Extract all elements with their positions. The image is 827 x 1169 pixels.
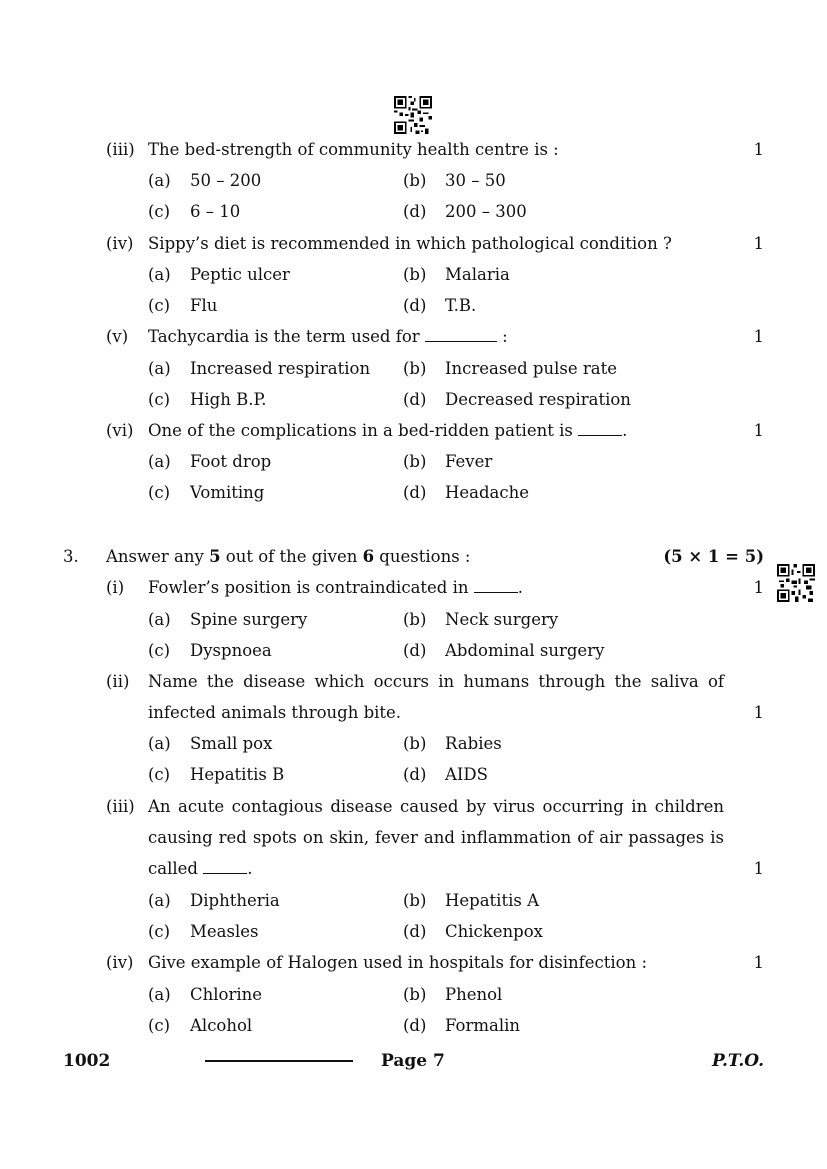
option-text: Fever (445, 452, 493, 471)
option-label: (d) (403, 483, 427, 502)
question-text: Sippy’s diet is recommended in which pathological condition ? (148, 234, 672, 253)
option-text: Peptic ulcer (190, 265, 290, 284)
question-number: (iii) (106, 140, 135, 159)
option-text: Diphtheria (190, 891, 280, 910)
option-text: Abdominal surgery (445, 641, 605, 660)
option-text: Foot drop (190, 452, 272, 471)
option-text: Chickenpox (445, 922, 543, 941)
question-text-line2: causing red spots on skin, fever and inflammation of air passages is (148, 828, 724, 847)
option-label: (b) (403, 891, 427, 910)
option-text: Neck surgery (445, 610, 559, 629)
answer-blank (425, 327, 497, 342)
answer-blank (474, 578, 518, 593)
question-marks: 1 (753, 327, 764, 346)
option-label: (c) (148, 765, 171, 784)
option-label: (c) (148, 296, 171, 315)
footer-rule (205, 1060, 353, 1062)
option-label: (a) (148, 891, 171, 910)
option-label: (a) (148, 985, 171, 1004)
answer-blank (203, 859, 247, 874)
option-text: Chlorine (190, 985, 263, 1004)
option-text: Phenol (445, 985, 503, 1004)
option-label: (d) (403, 296, 427, 315)
option-label: (c) (148, 483, 171, 502)
question-number: (ii) (106, 672, 130, 691)
question-text: Give example of Halogen used in hospitals for disinfection : (148, 953, 648, 972)
option-text: Hepatitis B (190, 765, 285, 784)
option-text: Flu (190, 296, 218, 315)
option-label: (d) (403, 922, 427, 941)
question-marks: 1 (753, 578, 764, 597)
option-text: 6 – 10 (190, 202, 241, 221)
question-marks: 1 (753, 421, 764, 440)
option-text: Dyspnoea (190, 641, 272, 660)
option-text: Increased respiration (190, 359, 371, 378)
option-label: (a) (148, 359, 171, 378)
question-number: (iv) (106, 234, 134, 253)
option-label: (b) (403, 734, 427, 753)
option-label: (b) (403, 171, 427, 190)
option-text: Hepatitis A (445, 891, 539, 910)
option-label: (a) (148, 452, 171, 471)
option-label: (d) (403, 641, 427, 660)
option-text: Measles (190, 922, 259, 941)
question-text-line1: Name the disease which occurs in humans through the saliva of (148, 672, 724, 691)
option-text: Formalin (445, 1016, 521, 1035)
question-text: Tachycardia is the term used for : (148, 327, 508, 346)
page-number: Page 7 (381, 1051, 445, 1071)
option-label: (b) (403, 610, 427, 629)
option-text: Rabies (445, 734, 502, 753)
question-marks: 1 (753, 859, 764, 878)
option-label: (c) (148, 202, 171, 221)
option-text: Decreased respiration (445, 390, 631, 409)
option-label: (a) (148, 610, 171, 629)
option-label: (c) (148, 390, 171, 409)
option-label: (d) (403, 390, 427, 409)
option-label: (c) (148, 922, 171, 941)
option-label: (a) (148, 734, 171, 753)
option-label: (d) (403, 202, 427, 221)
qr-code-top (394, 96, 432, 134)
option-label: (b) (403, 359, 427, 378)
question-text-line1: An acute contagious disease caused by virus occurring in children (148, 797, 724, 816)
question-text-line3: called . (148, 859, 253, 878)
paper-code: 1002 (63, 1051, 111, 1071)
question-text: One of the complications in a bed-ridden patient is . (148, 421, 628, 440)
qr-code-side (777, 564, 815, 602)
option-label: (c) (148, 1016, 171, 1035)
question-number: (iv) (106, 953, 134, 972)
option-text: Alcohol (190, 1016, 253, 1035)
question-number: (i) (106, 578, 125, 597)
option-text: T.B. (445, 296, 477, 315)
option-label: (a) (148, 265, 171, 284)
option-text: Vomiting (190, 483, 265, 502)
question-marks: 1 (753, 140, 764, 159)
option-label: (a) (148, 171, 171, 190)
question-number: (v) (106, 327, 129, 346)
option-text: Small pox (190, 734, 273, 753)
option-text: AIDS (445, 765, 488, 784)
pto-label: P.T.O. (712, 1051, 764, 1071)
option-text: High B.P. (190, 390, 267, 409)
option-text: Malaria (445, 265, 510, 284)
question-marks: 1 (753, 234, 764, 253)
section-instruction: Answer any 5 out of the given 6 questions : (106, 547, 471, 566)
option-text: 200 – 300 (445, 202, 527, 221)
question-number: (iii) (106, 797, 135, 816)
option-text: 30 – 50 (445, 171, 506, 190)
question-text: Fowler’s position is contraindicated in . (148, 578, 524, 597)
section-number: 3. (63, 547, 79, 566)
question-marks: 1 (753, 703, 764, 722)
option-text: Increased pulse rate (445, 359, 617, 378)
option-label: (b) (403, 265, 427, 284)
question-number: (vi) (106, 421, 134, 440)
option-label: (c) (148, 641, 171, 660)
option-text: 50 – 200 (190, 171, 262, 190)
option-label: (b) (403, 452, 427, 471)
option-text: Spine surgery (190, 610, 308, 629)
question-text: The bed-strength of community health centre is : (148, 140, 559, 159)
option-label: (b) (403, 985, 427, 1004)
question-text-line2: infected animals through bite. (148, 703, 402, 722)
option-label: (d) (403, 1016, 427, 1035)
answer-blank (578, 421, 622, 436)
option-label: (d) (403, 765, 427, 784)
option-text: Headache (445, 483, 530, 502)
question-marks: 1 (753, 953, 764, 972)
section-marks: (5 × 1 = 5) (663, 547, 764, 566)
